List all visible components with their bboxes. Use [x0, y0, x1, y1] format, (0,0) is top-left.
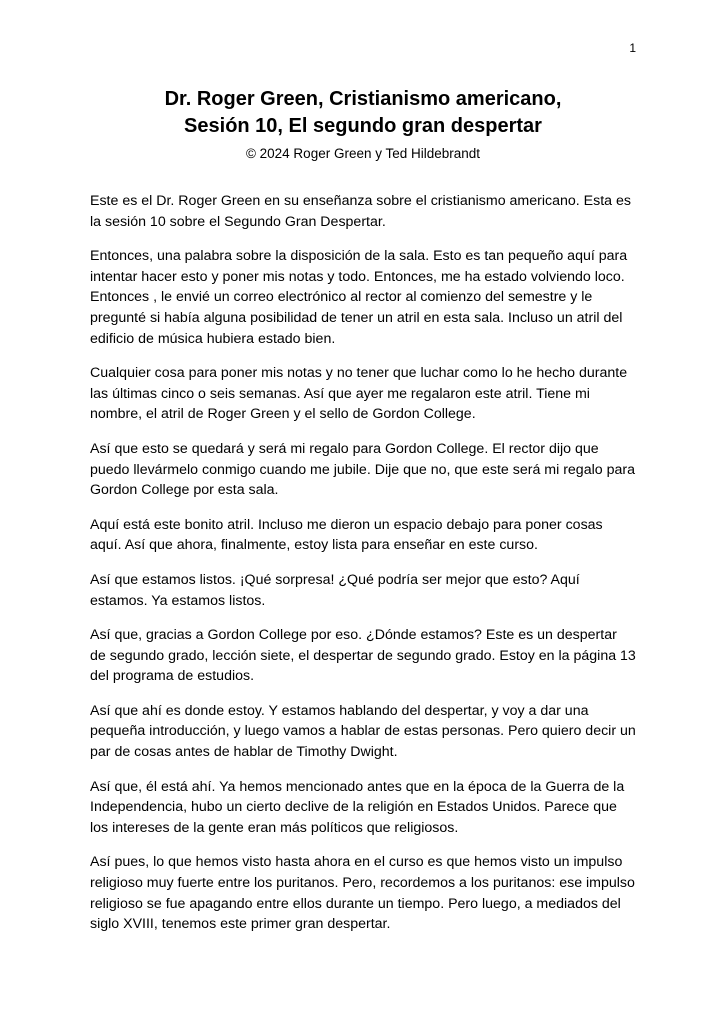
transcript-body	[90, 191, 636, 935]
paragraph: Así que ahí es donde estoy. Y estamos hablando del despertar, y voy a dar una pequeña introducción, y luego vamos a hablar de estas personas. Pero quiero decir un par de cosas antes de hablar de Timothy Dwight.	[90, 702, 636, 761]
document-title	[90, 86, 636, 140]
title-line-2: Sesión 10, El segundo gran despertar	[184, 115, 542, 137]
document-content	[90, 86, 636, 935]
paragraph: Así pues, lo que hemos visto hasta ahora en el curso es que hemos visto un impulso religioso muy fuerte entre los puritanos. Pero, recordemos a los puritanos: ese impulso religioso se fue apagando entre ellos durante un tiempo. Pero luego, a mediados del siglo XVIII, tenemos este primer gran despertar.	[90, 854, 635, 933]
paragraph: Así que, gracias a Gordon College por eso. ¿Dónde estamos? Este es un despertar de segundo grado, lección siete, el despertar de segundo grado. Estoy en la página 13 del programa de estudios.	[90, 627, 636, 685]
paragraph: Cualquier cosa para poner mis notas y no tener que luchar como lo he hecho durante las últimas cinco o seis semanas. Así que ayer me regalaron este atril. Tiene mi nombre, el atril de Roger Green y el sello de Gordon College.	[90, 365, 628, 423]
page-number: 1	[629, 41, 636, 55]
paragraph: Aquí está este bonito atril. Incluso me dieron un espacio debajo para poner cosas aquí. Así que ahora, finalmente, estoy lista para enseñar en este curso.	[90, 516, 603, 554]
paragraph: Así que estamos listos. ¡Qué sorpresa! ¿Qué podría ser mejor que esto? Aquí estamos. Ya estamos listos.	[90, 571, 580, 609]
title-line-1: Dr. Roger Green, Cristianismo americano,	[164, 88, 562, 110]
paragraph: Así que, él está ahí. Ya hemos mencionado antes que en la época de la Guerra de la Independencia, hubo un cierto declive de la religión en Estados Unidos. Parece que los intereses de la gente eran más políticos que religiosos.	[90, 778, 625, 836]
paragraph: Este es el Dr. Roger Green en su enseñanza sobre el cristianismo americano. Esta es la sesión 10 sobre el Segundo Gran Despertar.	[90, 193, 631, 230]
copyright-line: © 2024 Roger Green y Ted Hildebrandt	[245, 146, 481, 161]
paragraph: Entonces, una palabra sobre la disposición de la sala. Esto es tan pequeño aquí para intentar hacer esto y poner mis notas y todo. Entonces, me ha estado volviendo loco. Entonces , le envié un correo electrónico al rector al comienzo del semestre y le pregunté si había alguna posibilidad de tener un atril en esta sala. Incluso un atril del edificio de música hubiera estado bien.	[90, 248, 628, 347]
paragraph: Así que esto se quedará y será mi regalo para Gordon College. El rector dijo que puedo llevármelo conmigo cuando me jubile. Dije que no, que este será mi regalo para Gordon College por esta sala.	[90, 440, 635, 499]
